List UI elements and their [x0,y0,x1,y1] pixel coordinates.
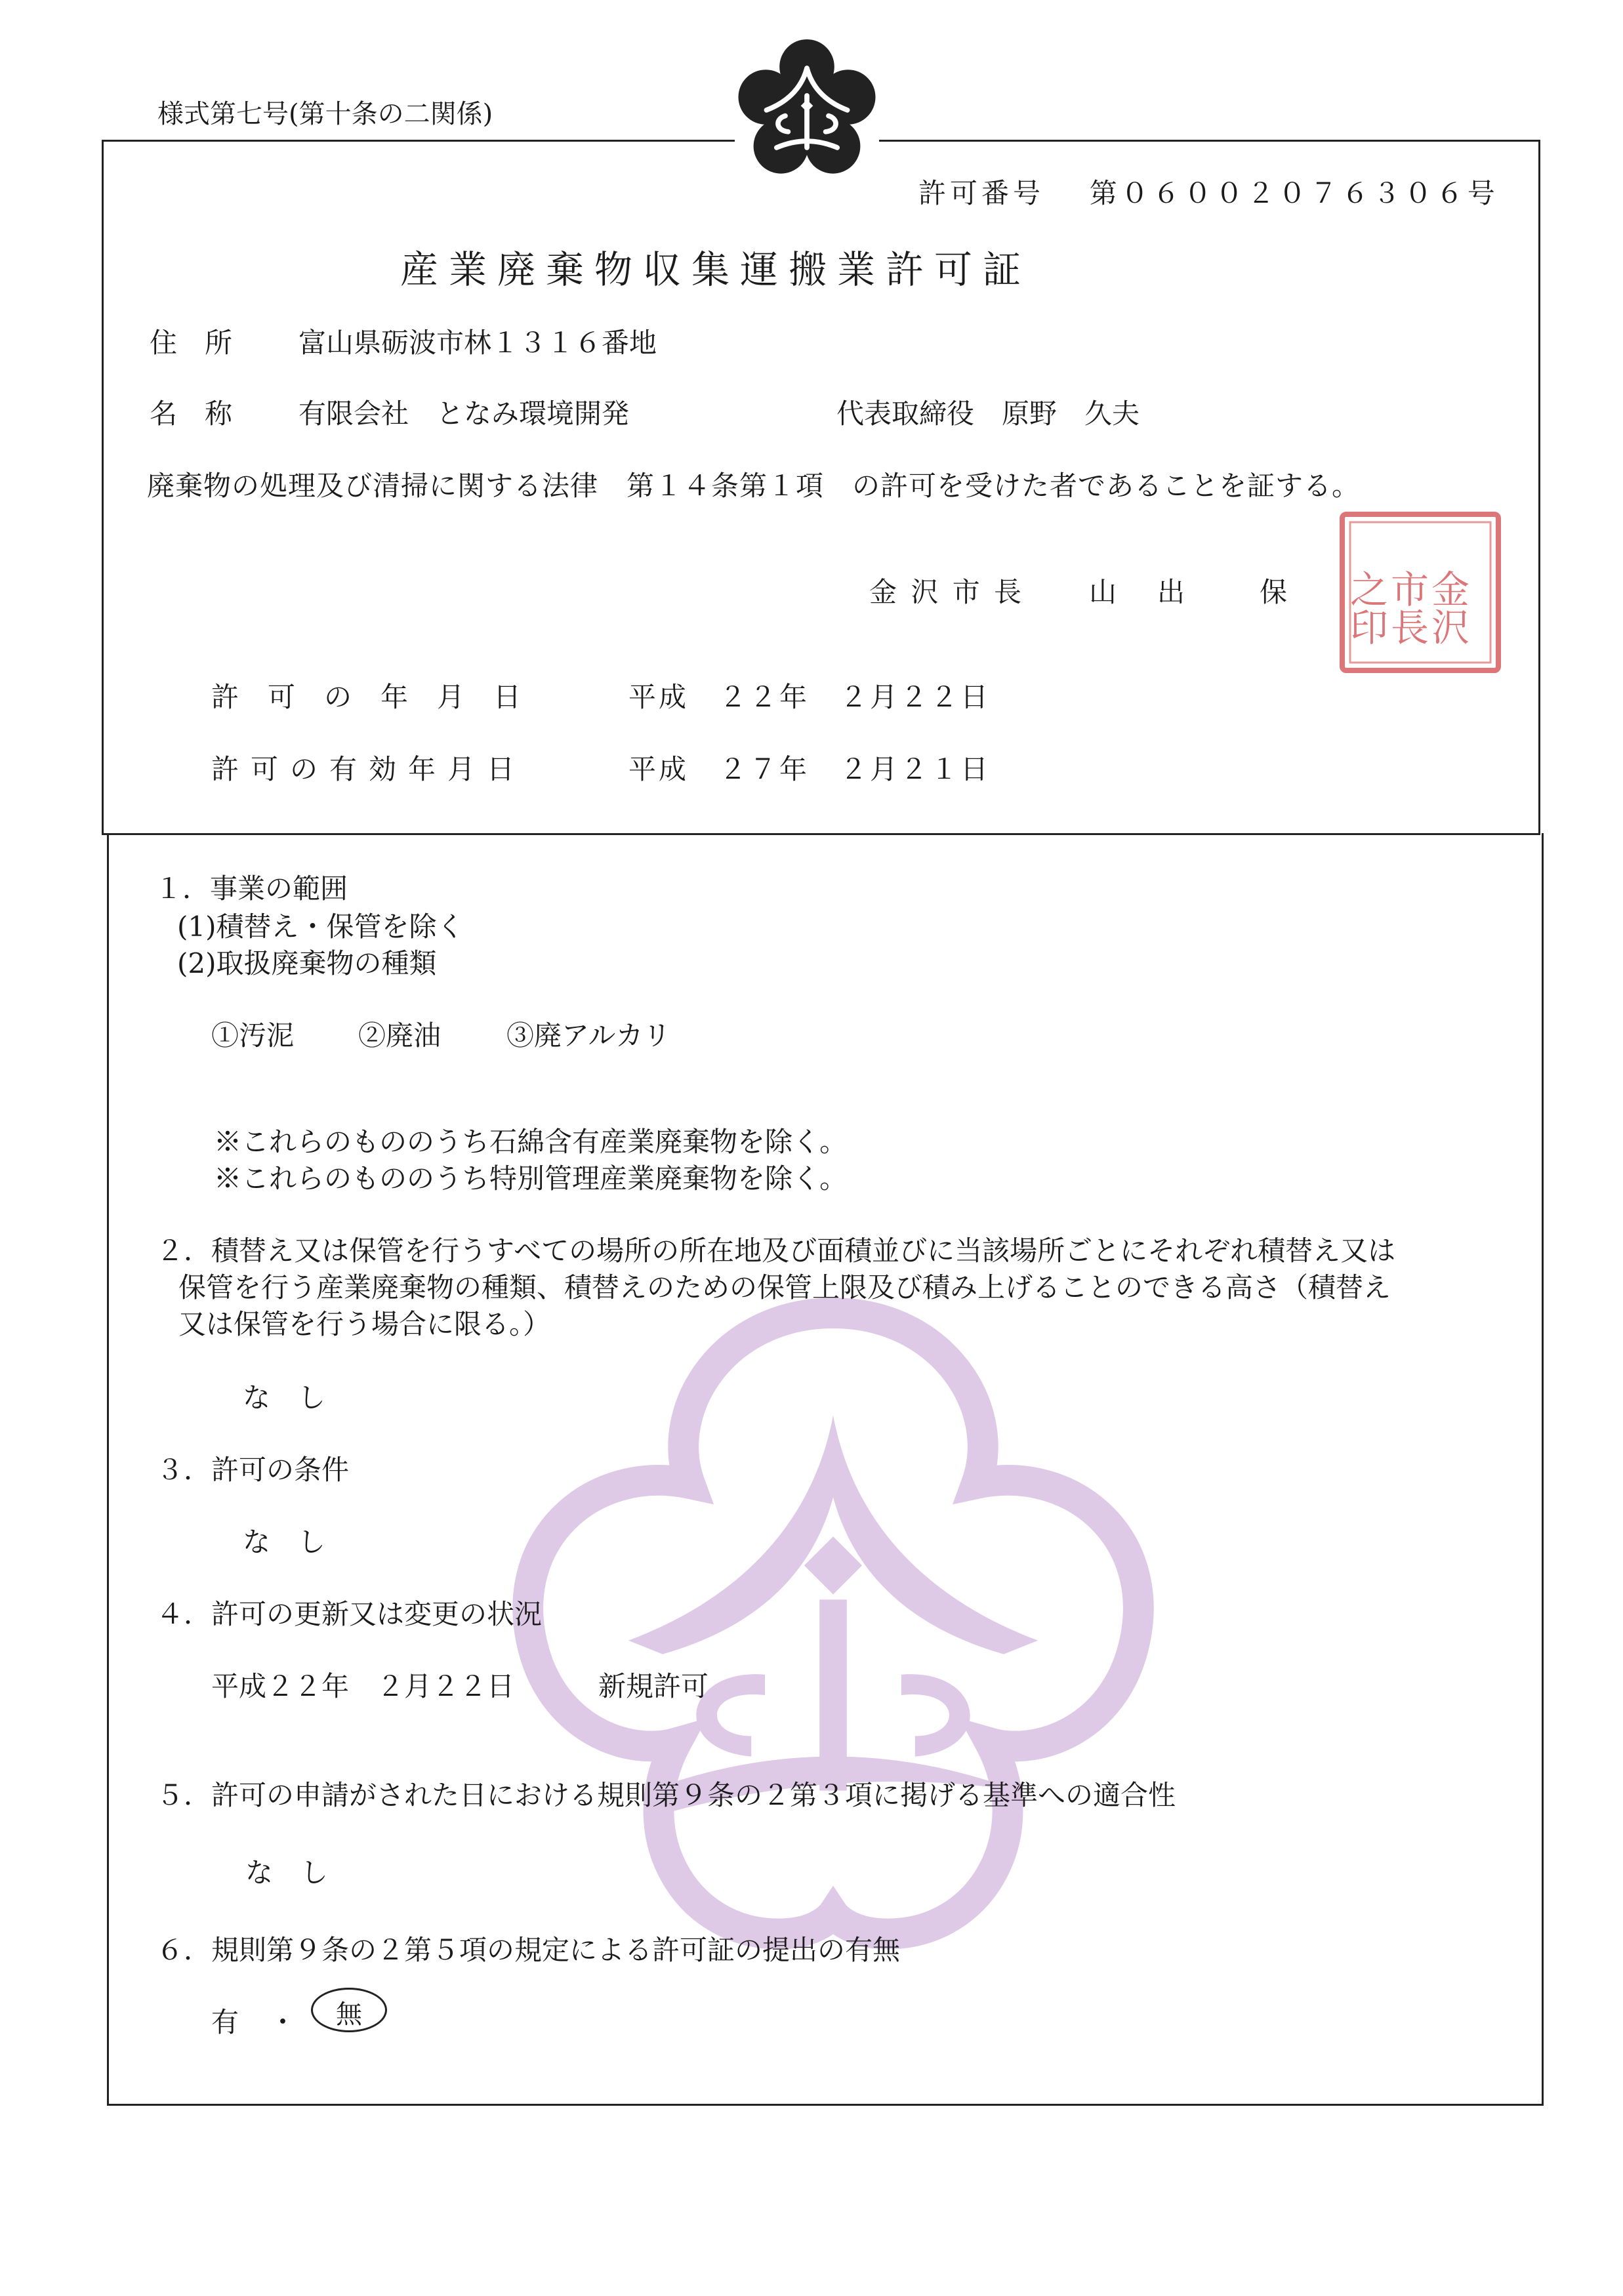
waste-type-2: ②廃油 [358,1019,442,1052]
valid-until-label: 許可の有効年月日 [211,753,527,785]
address-label: 住 所 [150,327,233,359]
seal-text-col3: 之印 [1344,569,1388,646]
section-2-line-2: 保管を行う産業廃棄物の種類、積替えのための保管上限及び積み上げることのできる高さ（積替え [178,1271,1391,1303]
selected-option-circle [311,1988,387,2032]
frame-right-border-lower [1542,833,1544,2106]
section-4-heading: ４．許可の更新又は変更の状況 [156,1598,543,1630]
waste-type-1: ①汚泥 [211,1019,295,1052]
name-label: 名 称 [150,398,233,430]
section-4-date: 平成２２年 ２月２２日 [211,1670,515,1702]
address-value: 富山県砺波市林１３１６番地 [298,327,657,359]
valid-until-value: 平成 ２７年 ２月２１日 [628,753,991,785]
seal-text-col2: 市長 [1384,569,1429,646]
option-yes: 有 [211,2006,239,2038]
company-name: 有限会社 となみ環境開発 [298,398,630,430]
section-4-status: 新規許可 [598,1670,709,1702]
section-2-line-1: ２．積替え又は保管を行うすべての場所の所在地及び面積並びに当該場所ごとにそれぞれ積替え又は [156,1235,1396,1267]
permit-date-value: 平成 ２２年 ２月２２日 [628,681,991,713]
section-5-heading: ５．許可の申請がされた日における規則第９条の２第３項に掲げる基準への適合性 [156,1779,1176,1811]
section-5-answer: な し [245,1856,329,1889]
waste-type-3: ③廃アルカリ [506,1019,671,1052]
form-number-label: 様式第七号(第十条の二関係) [157,99,493,129]
option-separator: ・ [269,2006,297,2038]
frame-left-border-lower [107,833,109,2106]
section-2-answer: な し [243,1382,326,1414]
city-emblem-icon [735,39,879,184]
seal-text-col1: 金沢 [1425,569,1469,646]
section-1-note-2: ※これらのもののうち特別管理産業廃棄物を除く。 [214,1162,848,1195]
section-2-line-3: 又は保管を行う場合に限る。） [178,1308,551,1340]
permit-number-label: 許可番号 [918,177,1045,209]
permit-number [918,172,1499,211]
frame-top-right-border [879,140,1540,142]
permit-number-value: 第０６００２０７６３０６号 [1089,177,1499,209]
frame-right-border-upper [1538,140,1540,835]
official-seal-icon [1338,510,1502,674]
section-3-heading: ３．許可の条件 [156,1454,350,1486]
section-1-item-2: (2)取扱廃棄物の種類 [177,947,437,979]
watermark-emblem-icon [453,1286,1214,1968]
document-title: 産業廃棄物収集運搬業許可証 [400,247,1032,292]
representative-name: 代表取締役 原野 久夫 [836,398,1140,430]
permit-date-label: 許可の年月日 [211,681,550,713]
section-1-item-1: (1)積替え・保管を除く [177,911,464,943]
frame-bottom-border [107,2104,1544,2106]
option-no: 無 [336,1999,362,2030]
issuer-name: 山 出 保 [1089,576,1294,608]
section-1-note-1: ※これらのもののうち石綿含有産業廃棄物を除く。 [214,1126,848,1158]
frame-top-left-border [102,140,735,142]
issuer-title: 金 沢 市 長 [869,576,1025,608]
section-1-heading: １．事業の範囲 [155,872,348,905]
section-divider [102,833,1540,835]
section-3-answer: な し [243,1526,326,1558]
section-6-heading: ６．規則第９条の２第５項の規定による許可証の提出の有無 [156,1934,901,1966]
certification-statement: 廃棄物の処理及び清掃に関する法律 第１４条第１項 の許可を受けた者であることを証する。 [147,470,1361,502]
frame-left-border-upper [102,140,104,835]
